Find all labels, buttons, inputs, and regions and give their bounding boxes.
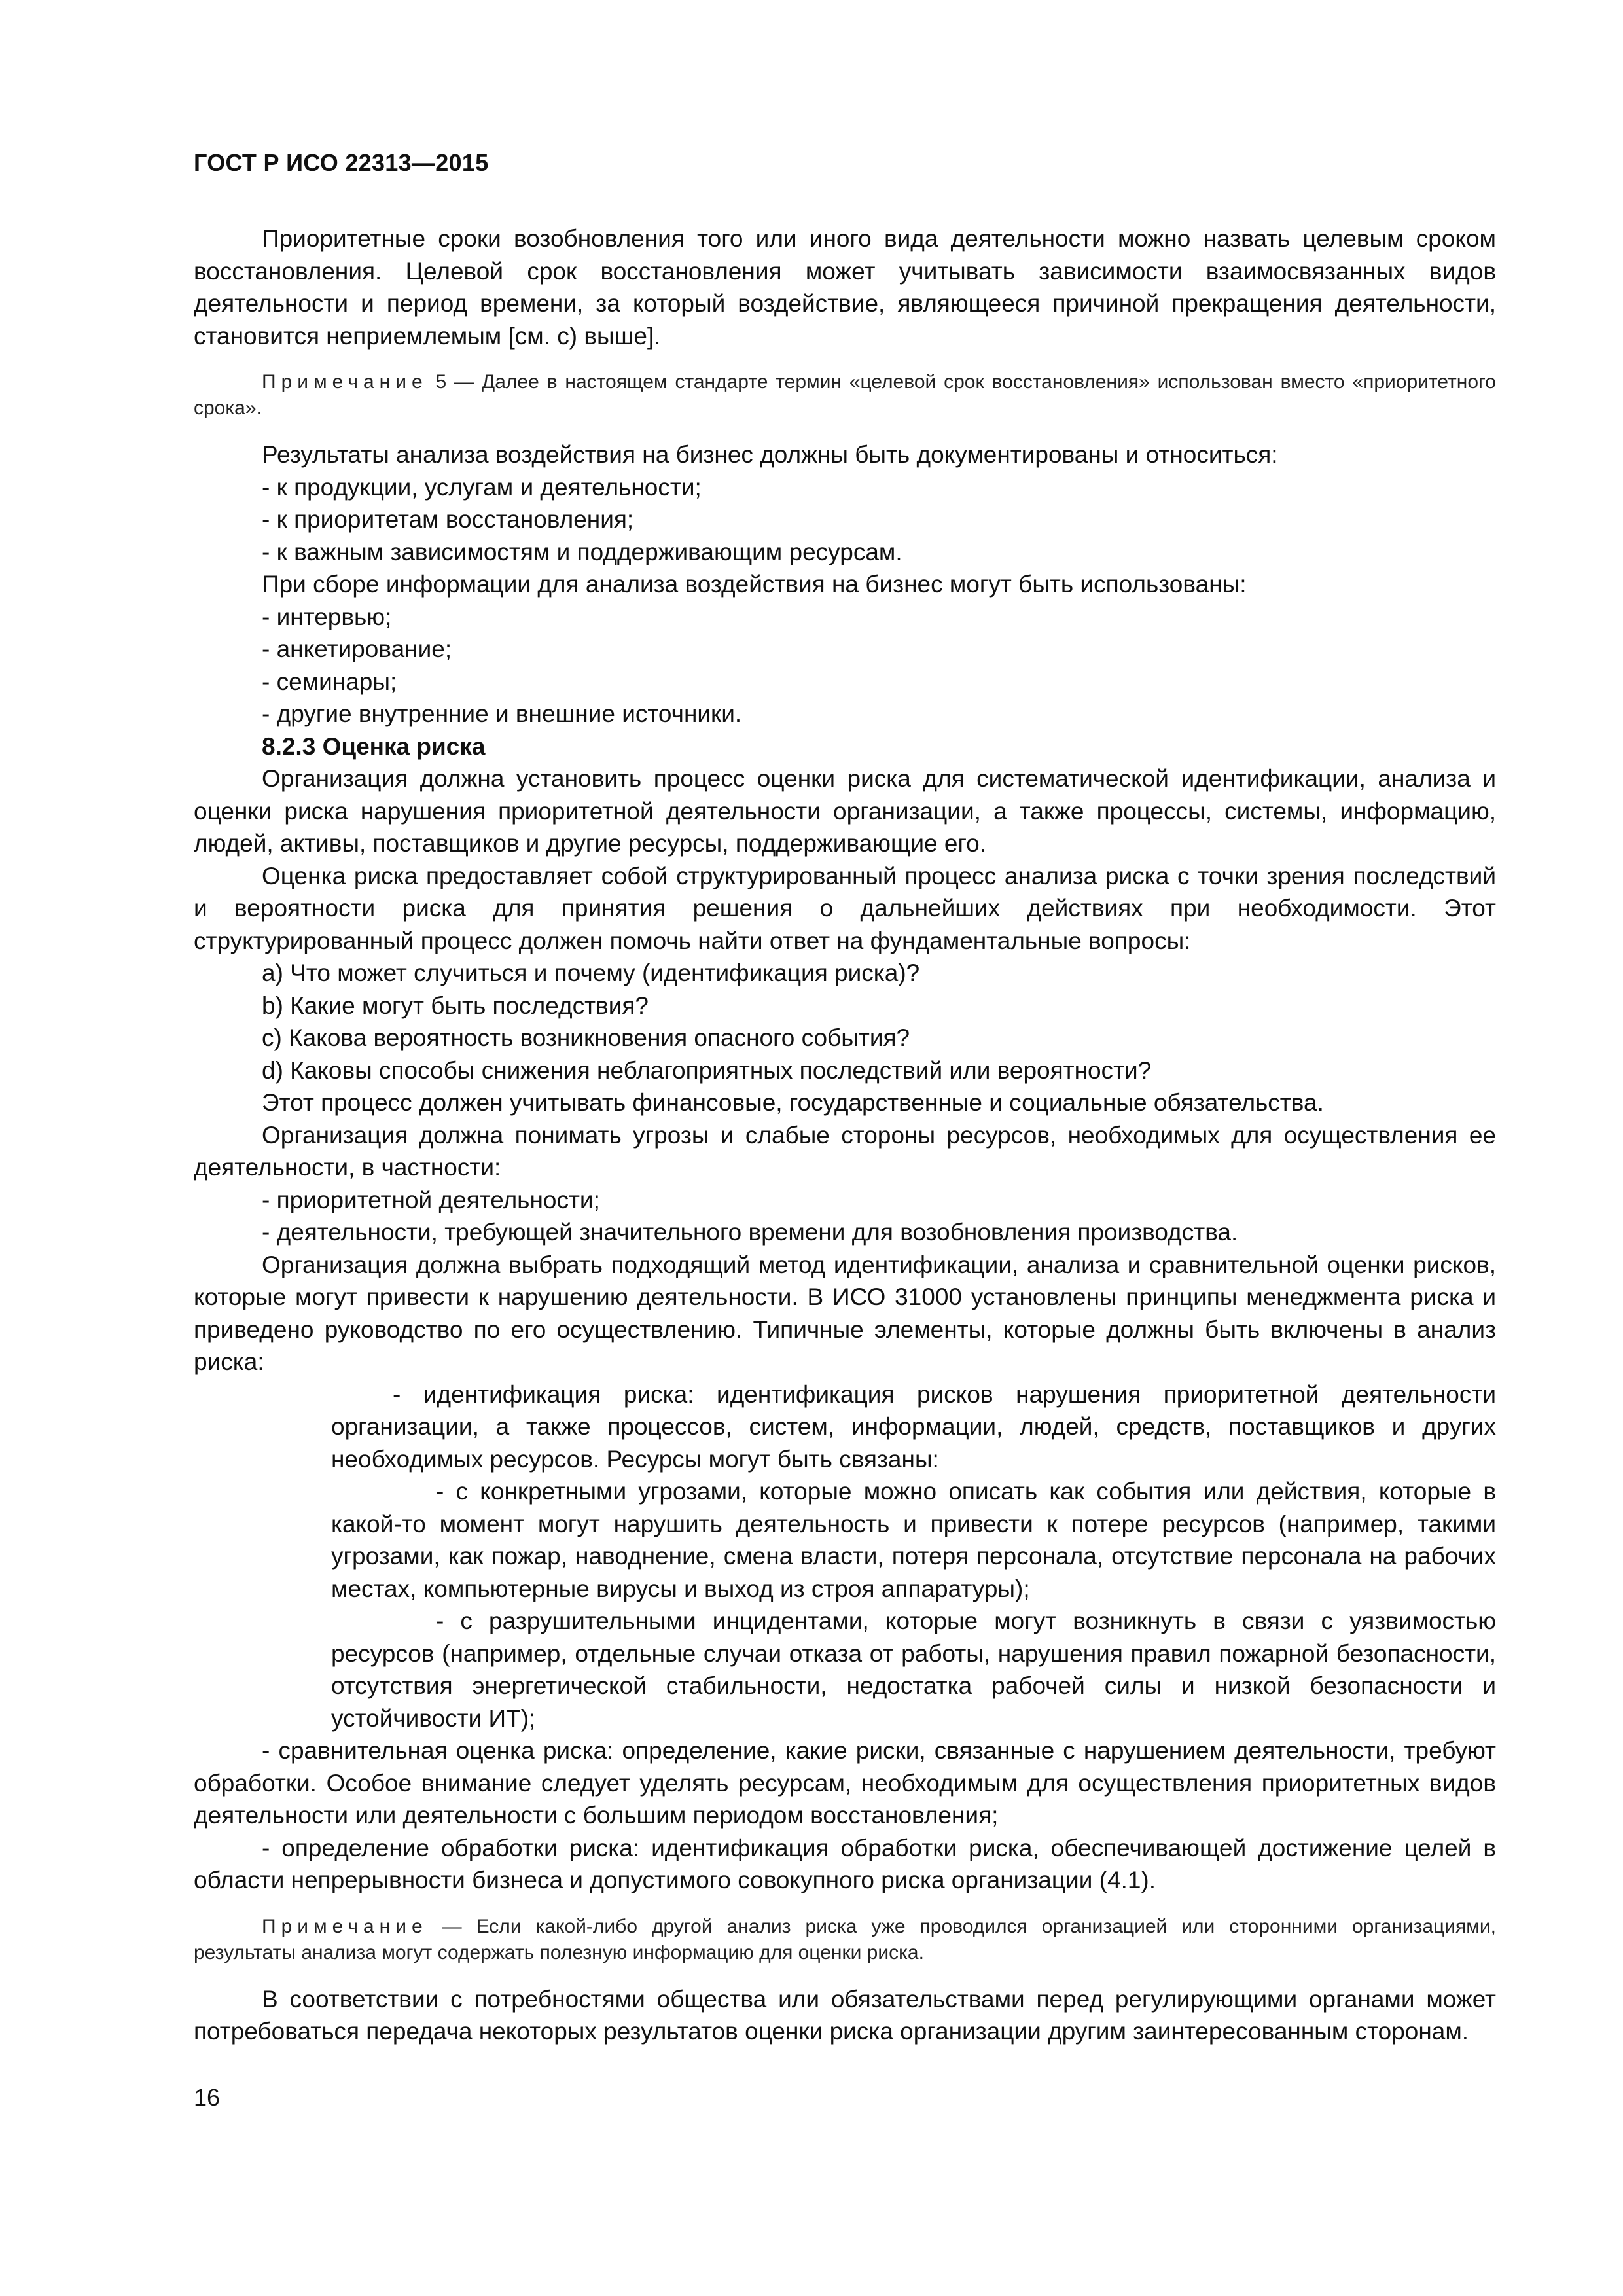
- paragraph-target-recovery-time: Приоритетные сроки возобновления того или иного вида деятельности можно назвать целевым сроком восстановления. Целевой срок восстановления может учитывать зависимости взаимосвязанных видов деятельности и период времени, за который воздействие, являющееся причиной прекращения деятельности, становится неприемлемым [см. с) выше].: [194, 225, 1496, 350]
- list-item: - к важным зависимостям и поддерживающим ресурсам.: [262, 538, 902, 565]
- sub-item-incidents: - с разрушительными инцидентами, которые могут возникнуть в связи с уязвимостью ресурсов (например, отдельные случаи отказа от работы, нарушения правил пожарной безопасности, отсутствия энергетической стабильности, недостатка рабочей силы и низкой безопасности и устойчивости ИТ);: [331, 1607, 1496, 1732]
- list-item: - к продукции, услугам и деятельности;: [262, 473, 702, 501]
- paragraph-method: Организация должна выбрать подходящий метод идентификации, анализа и сравнительной оценки рисков, которые могут привести к нарушению деятельности. В ИСО 31000 установлены принципы менеджмента риска и приведено руководство по его осуществлению. Типичные элементы, которые должны быть включены в анализ риска:: [194, 1251, 1496, 1375]
- paragraph-threats: Организация должна понимать угрозы и слабые стороны ресурсов, необходимых для осуществления ее деятельности, в частности:: [194, 1121, 1496, 1181]
- list-item: - интервью;: [262, 603, 392, 630]
- question-item: c) Какова вероятность возникновения опасного события?: [262, 1024, 910, 1051]
- sub-item-threats: - с конкретными угрозами, которые можно описать как события или действия, которые в какой-то момент могут нарушить деятельность и привести к потере ресурсов (например, такими угрозами, как пожар, наводнение, смена власти, потеря персонала, отсутствие персонала на рабочих местах, компьютерные вирусы и выход из строя аппаратуры);: [331, 1478, 1496, 1602]
- note-2: [194, 1914, 1496, 1966]
- question-item: b) Какие могут быть последствия?: [262, 992, 649, 1019]
- element-risk-identification: - идентификация риска: идентификация рисков нарушения приоритетной деятельности организации, а также процессов, систем, информации, людей, средств, поставщиков и других необходимых ресурсов. Ресурсы могут быть связаны:: [331, 1380, 1496, 1473]
- list-item: - к приоритетам восстановления;: [262, 506, 634, 533]
- note-label: Примечание: [262, 371, 428, 393]
- question-item: d) Каковы способы снижения неблагоприятных последствий или вероятности?: [262, 1056, 1152, 1084]
- paragraph-risk-structure: Оценка риска предоставляет собой структурированный процесс анализа риска с точки зрения последствий и вероятности риска для принятия решения о дальнейших действиях при необходимости. Этот структурированный процесс должен помочь найти ответ на фундаментальные вопросы:: [194, 862, 1496, 954]
- element-comparative-assessment: - сравнительная оценка риска: определение, какие риски, связанные с нарушением деятельности, требуют обработки. Особое внимание следует уделять ресурсам, необходимым для осуществления приоритетных видов деятельности или деятельности с большим периодом восстановления;: [194, 1737, 1496, 1829]
- list-item: - другие внутренние и внешние источники.: [262, 700, 742, 727]
- paragraph-obligations: Этот процесс должен учитывать финансовые, государственные и социальные обязательства.: [262, 1089, 1324, 1116]
- note-label: Примечание: [262, 1915, 428, 1937]
- results-intro: Результаты анализа воздействия на бизнес должны быть документированы и относиться:: [262, 441, 1278, 468]
- section-heading: 8.2.3 Оценка риска: [262, 732, 486, 760]
- list-item: - деятельности, требующей значительного времени для возобновления производства.: [262, 1219, 1238, 1246]
- question-item: a) Что может случиться и почему (идентификация риска)?: [262, 960, 920, 986]
- list-item: - приоритетной деятельности;: [262, 1186, 600, 1213]
- note-5: [194, 369, 1496, 422]
- info-intro: При сборе информации для анализа воздействия на бизнес могут быть использованы:: [262, 571, 1247, 598]
- list-item: - анкетирование;: [262, 636, 452, 662]
- paragraph-risk-process: Организация должна установить процесс оценки риска для систематической идентификации, анализа и оценки риска нарушения приоритетной деятельности организации, а также процессы, системы, информацию, людей, активы, поставщиков и другие ресурсы, поддерживающие его.: [194, 765, 1496, 857]
- paragraph-stakeholders: В соответствии с потребностями общества или обязательствами перед регулирующими органами может потребоваться передача некоторых результатов оценки риска организации другим заинтересованным сторонам.: [194, 1985, 1496, 2045]
- list-item: - семинары;: [262, 668, 397, 695]
- document-header: ГОСТ Р ИСО 22313—2015: [194, 149, 489, 176]
- page-number: 16: [194, 2084, 221, 2111]
- document-body: [194, 223, 1496, 2048]
- note-text: — Если какой-либо другой анализ риска уже проводился организацией или сторонними организациями, результаты анализа могут содержать полезную информацию для оценки риска.: [194, 1915, 1496, 1964]
- note-text: 5 — Далее в настоящем стандарте термин «целевой срок восстановления» использован вместо «приоритетного срока».: [194, 371, 1496, 419]
- element-risk-treatment: - определение обработки риска: идентификация обработки риска, обеспечивающей достижение целей в области непрерывности бизнеса и допустимого совокупного риска организации (4.1).: [194, 1834, 1496, 1893]
